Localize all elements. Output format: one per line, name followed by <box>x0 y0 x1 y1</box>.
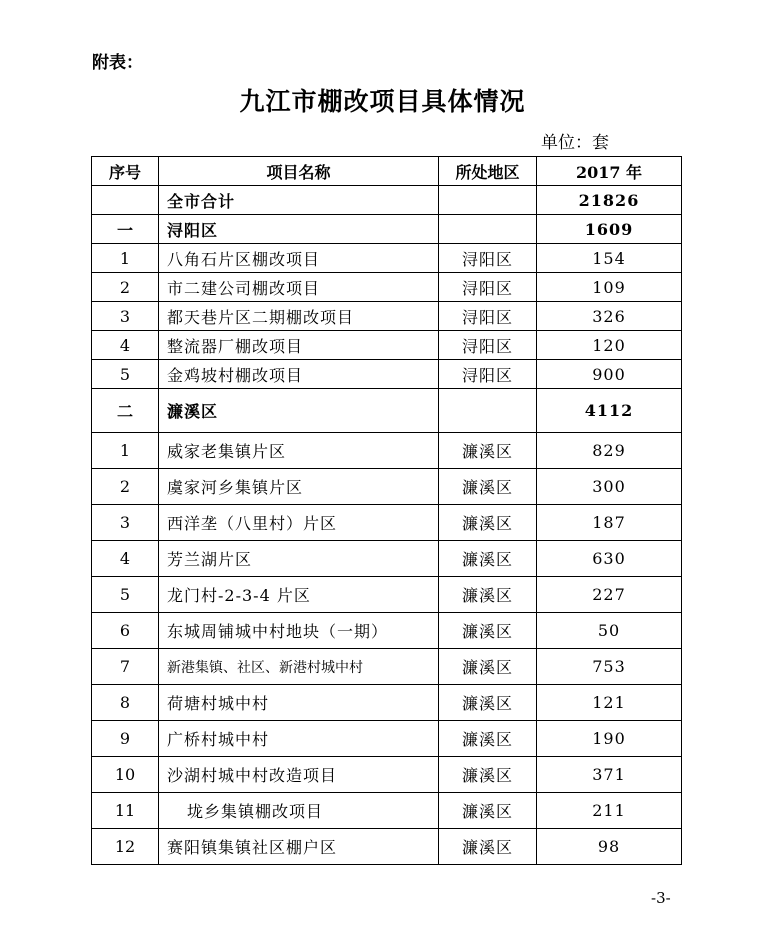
row-district: 濂溪区 <box>439 613 537 649</box>
table-row <box>92 541 682 577</box>
row-seq: 12 <box>92 829 159 865</box>
total-value: 21826 <box>537 186 682 215</box>
district-seq: 二 <box>92 389 159 433</box>
district-seq: 一 <box>92 215 159 244</box>
row-district: 濂溪区 <box>439 757 537 793</box>
row-district: 濂溪区 <box>439 541 537 577</box>
row-seq: 8 <box>92 685 159 721</box>
row-seq: 4 <box>92 541 159 577</box>
row-seq: 1 <box>92 433 159 469</box>
row-project-name: 荷塘村城中村 <box>159 685 439 721</box>
district-total: 4112 <box>537 389 682 433</box>
row-seq: 3 <box>92 505 159 541</box>
row-seq: 1 <box>92 244 159 273</box>
table-row <box>92 685 682 721</box>
table-row <box>92 721 682 757</box>
row-value: 187 <box>537 505 682 541</box>
table-row <box>92 360 682 389</box>
row-seq: 2 <box>92 273 159 302</box>
row-value: 50 <box>537 613 682 649</box>
row-project-name: 广桥村城中村 <box>159 721 439 757</box>
row-value: 900 <box>537 360 682 389</box>
row-seq: 3 <box>92 302 159 331</box>
table-row <box>92 649 682 685</box>
row-district: 濂溪区 <box>439 793 537 829</box>
district-name: 浔阳区 <box>159 215 439 244</box>
row-project-name: 都天巷片区二期棚改项目 <box>159 302 439 331</box>
table-row <box>92 433 682 469</box>
row-value: 211 <box>537 793 682 829</box>
row-value: 120 <box>537 331 682 360</box>
row-value: 109 <box>537 273 682 302</box>
row-district: 浔阳区 <box>439 302 537 331</box>
row-value: 630 <box>537 541 682 577</box>
page-number: -3- <box>651 889 671 907</box>
table-header-row <box>92 157 682 186</box>
district-empty-cell <box>439 215 537 244</box>
row-project-name: 新港集镇、社区、新港村城中村 <box>159 649 439 685</box>
row-project-name: 市二建公司棚改项目 <box>159 273 439 302</box>
row-district: 濂溪区 <box>439 649 537 685</box>
row-seq: 10 <box>92 757 159 793</box>
row-seq: 9 <box>92 721 159 757</box>
row-value: 753 <box>537 649 682 685</box>
row-value: 371 <box>537 757 682 793</box>
row-district: 濂溪区 <box>439 505 537 541</box>
row-value: 98 <box>537 829 682 865</box>
table-row <box>92 793 682 829</box>
table-row <box>92 244 682 273</box>
district-row <box>92 215 682 244</box>
row-district: 浔阳区 <box>439 273 537 302</box>
header-year: 2017 年 <box>537 157 682 186</box>
row-district: 濂溪区 <box>439 469 537 505</box>
row-district: 浔阳区 <box>439 360 537 389</box>
row-project-name: 虞家河乡集镇片区 <box>159 469 439 505</box>
row-project-name: 西洋垄（八里村）片区 <box>159 505 439 541</box>
annex-label: 附表： <box>92 53 143 73</box>
row-value: 154 <box>537 244 682 273</box>
document-title: 九江市棚改项目具体情况 <box>239 87 526 116</box>
total-district-cell <box>439 186 537 215</box>
total-label: 全市合计 <box>159 186 439 215</box>
row-project-name: 威家老集镇片区 <box>159 433 439 469</box>
table-row <box>92 829 682 865</box>
row-district: 濂溪区 <box>439 577 537 613</box>
row-value: 829 <box>537 433 682 469</box>
row-seq: 5 <box>92 360 159 389</box>
total-row <box>92 186 682 215</box>
row-project-name: 垅乡集镇棚改项目 <box>159 793 439 829</box>
header-name: 项目名称 <box>159 157 439 186</box>
row-project-name: 八角石片区棚改项目 <box>159 244 439 273</box>
row-project-name: 东城周铺城中村地块（一期） <box>159 613 439 649</box>
row-project-name: 龙门村-2-3-4 片区 <box>159 577 439 613</box>
row-seq: 11 <box>92 793 159 829</box>
table-row <box>92 469 682 505</box>
table-row <box>92 505 682 541</box>
table-row <box>92 757 682 793</box>
row-seq: 6 <box>92 613 159 649</box>
row-district: 濂溪区 <box>439 433 537 469</box>
table-row <box>92 273 682 302</box>
row-seq: 4 <box>92 331 159 360</box>
district-name: 濂溪区 <box>159 389 439 433</box>
header-district: 所处地区 <box>439 157 537 186</box>
row-seq: 7 <box>92 649 159 685</box>
row-project-name: 芳兰湖片区 <box>159 541 439 577</box>
row-district: 濂溪区 <box>439 685 537 721</box>
row-project-name: 金鸡坡村棚改项目 <box>159 360 439 389</box>
total-seq-cell <box>92 186 159 215</box>
row-district: 濂溪区 <box>439 721 537 757</box>
row-value: 300 <box>537 469 682 505</box>
header-seq: 序号 <box>92 157 159 186</box>
table-row <box>92 613 682 649</box>
table-row <box>92 302 682 331</box>
row-project-name: 整流器厂棚改项目 <box>159 331 439 360</box>
row-district: 濂溪区 <box>439 829 537 865</box>
row-project-name: 赛阳镇集镇社区棚户区 <box>159 829 439 865</box>
district-row <box>92 389 682 433</box>
unit-label: 单位：套 <box>541 133 609 153</box>
row-value: 227 <box>537 577 682 613</box>
district-empty-cell <box>439 389 537 433</box>
district-total: 1609 <box>537 215 682 244</box>
row-district: 浔阳区 <box>439 331 537 360</box>
row-district: 浔阳区 <box>439 244 537 273</box>
row-value: 190 <box>537 721 682 757</box>
table-row <box>92 331 682 360</box>
row-seq: 5 <box>92 577 159 613</box>
table-row <box>92 577 682 613</box>
row-seq: 2 <box>92 469 159 505</box>
project-table <box>91 156 682 865</box>
row-value: 121 <box>537 685 682 721</box>
row-project-name: 沙湖村城中村改造项目 <box>159 757 439 793</box>
row-value: 326 <box>537 302 682 331</box>
